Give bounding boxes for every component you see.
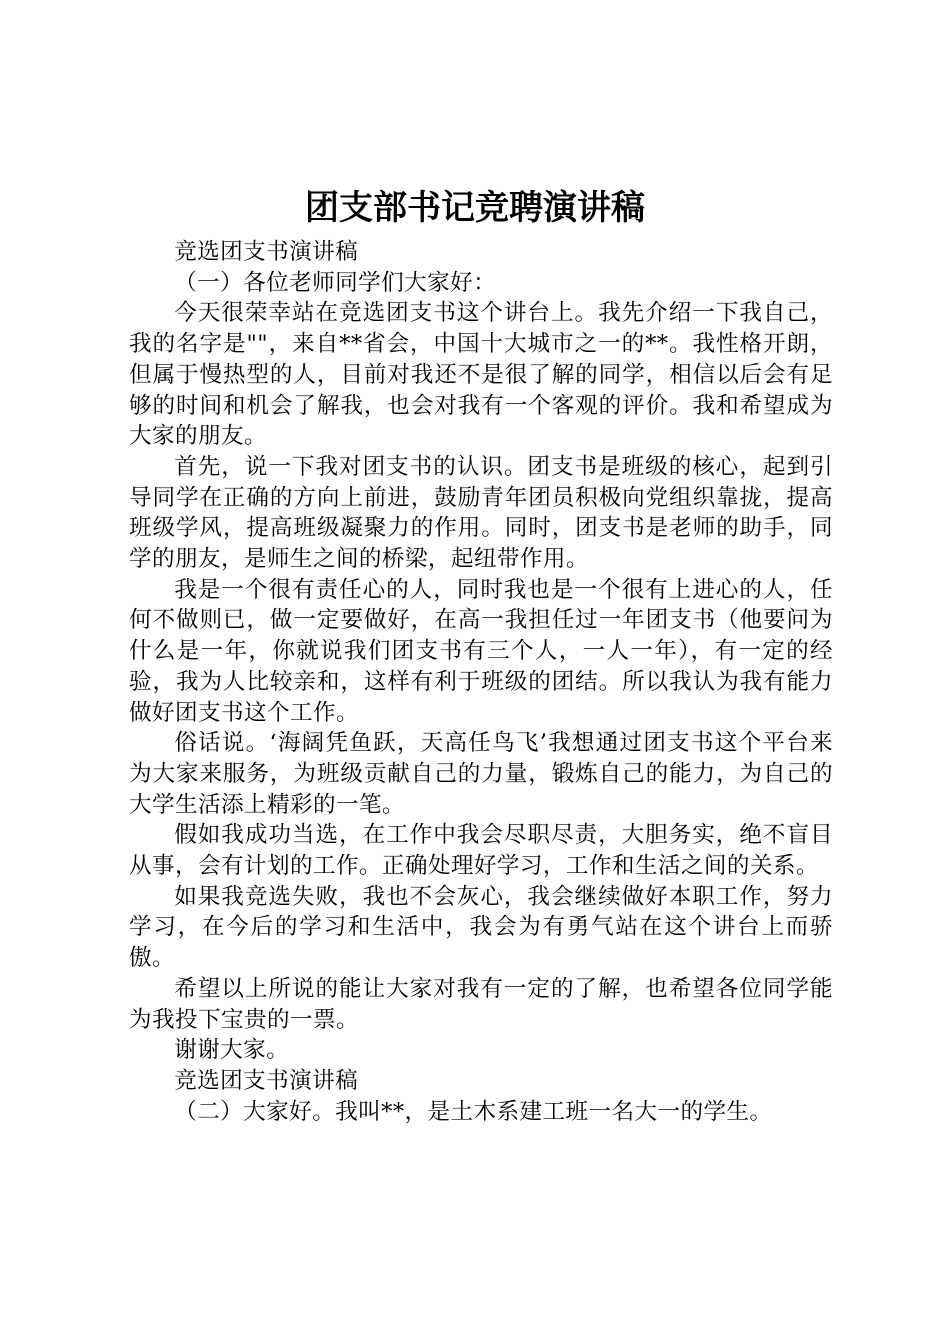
paragraph-thanks: 谢谢大家。 <box>174 1037 290 1064</box>
paragraph-proverb: 俗话说。‘海阔凭鱼跃，天高任鸟飞’我想通过团支书这个平台来为大家来服务，为班级贡献自己的力量，锻炼自己的能力，为自己的大学生活添上精彩的一笔。 <box>129 730 833 818</box>
paragraph-role-understanding: 首先，说一下我对团支书的认识。团支书是班级的核心，起到引导同学在正确的方向上前进，鼓励青年团员积极向党组织靠拢，提高班级学风，提高班级凝聚力的作用。同时，团支书是老师的助手，同学的朋友，是师生之间的桥梁，起纽带作用。 <box>129 453 833 573</box>
paragraph-closing-hope: 希望以上所说的能让大家对我有一定的了解，也希望各位同学能为我投下宝贵的一票。 <box>129 975 833 1033</box>
paragraph-experience: 我是一个很有责任心的人，同时我也是一个很有上进心的人，任何不做则已，做一定要做好，在高一我担任过一年团支书（他要问为什么是一年，你就说我们团支书有三个人，一人一年），有一定的经验，我为人比较亲和，这样有利于班级的团结。所以我认为我有能力做好团支书这个工作。 <box>129 576 833 726</box>
paragraph-introduction: 今天很荣幸站在竞选团支书这个讲台上。我先介绍一下我自己，我的名字是""，来自**省会，中国十大城市之一的**。我性格开朗，但属于慢热型的人，目前对我还不是很了解的同学，相信以后会有足够的时间和机会了解我，也会对我有一个客观的评价。我和希望成为大家的朋友。 <box>129 300 833 450</box>
document-title: 团支部书记竞聘演讲稿 <box>305 188 645 228</box>
paragraph-greeting-2: （二）大家好。我叫**，是土木系建工班一名大一的学生。 <box>174 1098 773 1125</box>
paragraph-if-not-elected: 如果我竞选失败，我也不会灰心，我会继续做好本职工作，努力学习，在今后的学习和生活中，我会为有勇气站在这个讲台上而骄傲。 <box>129 883 833 972</box>
paragraph-subtitle-1: 竞选团支书演讲稿 <box>174 239 359 265</box>
paragraph-if-elected: 假如我成功当选，在工作中我会尽职尽责，大胆务实，绝不盲目从事，会有计划的工作。正确处理好学习，工作和生活之间的关系。 <box>129 822 833 880</box>
document-body <box>129 237 833 1127</box>
paragraph-subtitle-2: 竞选团支书演讲稿 <box>174 1067 359 1094</box>
paragraph-greeting-1: （一）各位老师同学们大家好： <box>174 269 497 296</box>
